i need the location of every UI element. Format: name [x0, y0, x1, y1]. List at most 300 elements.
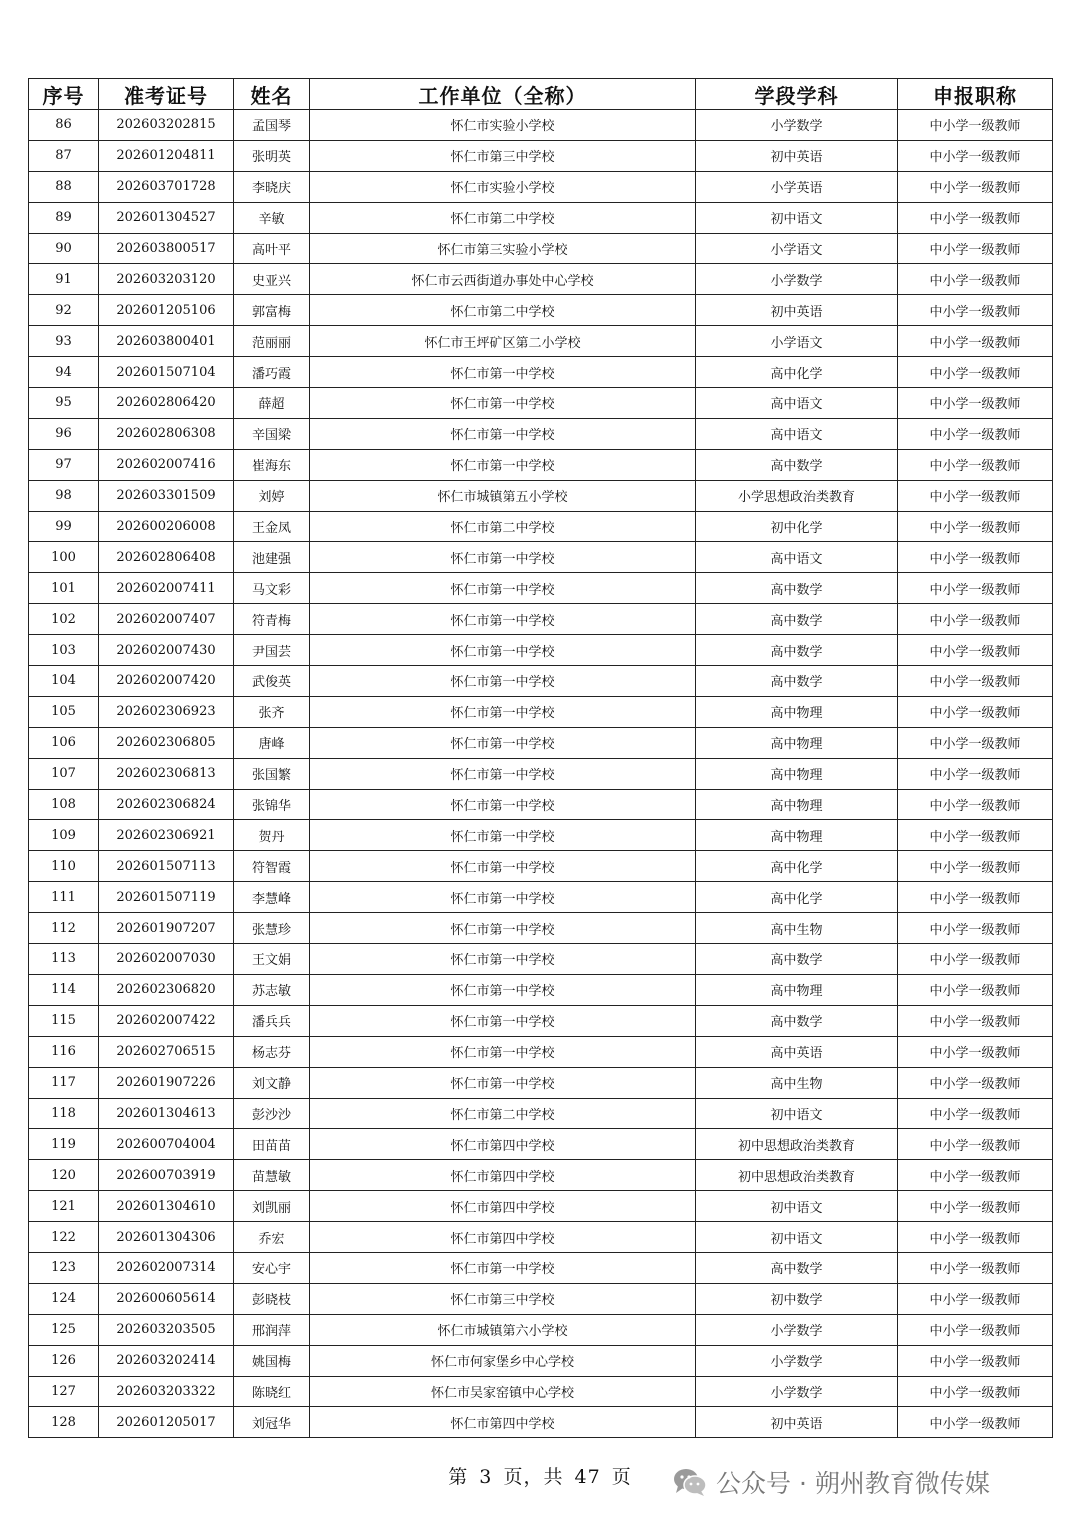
col-workplace-cell: 怀仁市王坪矿区第二小学校	[310, 326, 696, 357]
col-exam-id-cell: 202602306813	[99, 758, 234, 789]
table-row	[29, 110, 1053, 141]
col-title-cell: 中小学一级教师	[898, 418, 1053, 449]
col-title-cell: 中小学一级教师	[898, 974, 1053, 1005]
col-name-cell: 辛国梁	[234, 418, 310, 449]
col-title-cell: 中小学一级教师	[898, 1345, 1053, 1376]
col-name-cell: 彭沙沙	[234, 1098, 310, 1129]
col-workplace-cell: 怀仁市第一中学校	[310, 1252, 696, 1283]
col-name-cell: 张慧珍	[234, 913, 310, 944]
col-exam-id-cell: 202602007407	[99, 604, 234, 635]
col-workplace-cell: 怀仁市第一中学校	[310, 820, 696, 851]
col-exam-id-cell: 202602706515	[99, 1036, 234, 1067]
col-title-cell: 中小学一级教师	[898, 202, 1053, 233]
col-name-cell: 薛超	[234, 388, 310, 419]
col-workplace-cell: 怀仁市第二中学校	[310, 202, 696, 233]
col-title-cell: 中小学一级教师	[898, 1098, 1053, 1129]
footer-middle: 页，共	[503, 1466, 564, 1488]
col-exam-id-cell: 202602306923	[99, 696, 234, 727]
col-index-cell: 123	[29, 1252, 99, 1283]
col-title-cell: 中小学一级教师	[898, 1283, 1053, 1314]
col-name-cell: 尹国芸	[234, 635, 310, 666]
col-exam-id-cell: 202602306820	[99, 974, 234, 1005]
col-index-cell: 119	[29, 1129, 99, 1160]
footer-suffix: 页	[611, 1466, 632, 1488]
col-subject-cell: 高中物理	[696, 696, 898, 727]
table-body	[29, 110, 1053, 1438]
col-title-cell: 中小学一级教师	[898, 758, 1053, 789]
col-exam-id-cell: 202601204811	[99, 140, 234, 171]
col-name-cell: 刘婷	[234, 480, 310, 511]
col-name-cell: 安心宇	[234, 1252, 310, 1283]
col-name-cell: 刘文静	[234, 1067, 310, 1098]
col-name-cell: 刘凯丽	[234, 1191, 310, 1222]
col-subject-cell: 小学语文	[696, 233, 898, 264]
col-workplace-cell: 怀仁市何家堡乡中心学校	[310, 1345, 696, 1376]
col-title-cell: 中小学一级教师	[898, 851, 1053, 882]
table-row	[29, 851, 1053, 882]
col-exam-id-cell: 202602007314	[99, 1252, 234, 1283]
col-name-cell: 高叶平	[234, 233, 310, 264]
col-name-cell: 李晓庆	[234, 171, 310, 202]
col-title-cell: 中小学一级教师	[898, 542, 1053, 573]
col-exam-id-cell: 202600206008	[99, 511, 234, 542]
col-title-cell: 中小学一级教师	[898, 110, 1053, 141]
col-title-cell: 中小学一级教师	[898, 1376, 1053, 1407]
footer-total-pages: 47	[574, 1466, 601, 1488]
col-workplace-cell: 怀仁市第一中学校	[310, 1005, 696, 1036]
table-row	[29, 542, 1053, 573]
col-workplace-cell: 怀仁市第一中学校	[310, 758, 696, 789]
col-name-cell: 池建强	[234, 542, 310, 573]
col-name-cell: 张齐	[234, 696, 310, 727]
col-exam-id-cell: 202603301509	[99, 480, 234, 511]
col-workplace-cell: 怀仁市云西街道办事处中心学校	[310, 264, 696, 295]
col-workplace-cell: 怀仁市第一中学校	[310, 635, 696, 666]
col-exam-id-cell: 202601507104	[99, 357, 234, 388]
col-workplace-cell: 怀仁市第四中学校	[310, 1160, 696, 1191]
col-subject-cell: 高中生物	[696, 1067, 898, 1098]
col-workplace-cell: 怀仁市第四中学校	[310, 1191, 696, 1222]
col-subject-cell: 初中语文	[696, 1191, 898, 1222]
col-name-cell: 田苗苗	[234, 1129, 310, 1160]
col-subject-cell: 初中思想政治类教育	[696, 1129, 898, 1160]
col-name-cell: 陈晓红	[234, 1376, 310, 1407]
col-workplace-cell: 怀仁市第三中学校	[310, 140, 696, 171]
table-row	[29, 944, 1053, 975]
col-name-cell: 张国繁	[234, 758, 310, 789]
col-workplace-cell: 怀仁市第四中学校	[310, 1129, 696, 1160]
col-workplace-cell: 怀仁市第一中学校	[310, 882, 696, 913]
col-workplace-cell: 怀仁市第一中学校	[310, 449, 696, 480]
col-exam-id-cell: 202603202414	[99, 1345, 234, 1376]
col-name-cell: 辛敏	[234, 202, 310, 233]
table-row	[29, 727, 1053, 758]
col-subject-cell: 高中物理	[696, 789, 898, 820]
col-title-cell: 中小学一级教师	[898, 1067, 1053, 1098]
col-subject-cell: 高中生物	[696, 913, 898, 944]
header-col-index: 序号	[29, 79, 99, 110]
col-index-cell: 87	[29, 140, 99, 171]
table-row	[29, 171, 1053, 202]
col-title-cell: 中小学一级教师	[898, 233, 1053, 264]
col-subject-cell: 高中数学	[696, 666, 898, 697]
col-index-cell: 88	[29, 171, 99, 202]
col-name-cell: 苗慧敏	[234, 1160, 310, 1191]
col-title-cell: 中小学一级教师	[898, 388, 1053, 419]
table-row	[29, 357, 1053, 388]
table-row	[29, 1222, 1053, 1253]
col-subject-cell: 高中数学	[696, 635, 898, 666]
col-exam-id-cell: 202601205017	[99, 1407, 234, 1438]
col-workplace-cell: 怀仁市第二中学校	[310, 511, 696, 542]
col-exam-id-cell: 202600703919	[99, 1160, 234, 1191]
header-col-workplace: 工作单位（全称）	[310, 79, 696, 110]
col-exam-id-cell: 202602806408	[99, 542, 234, 573]
col-index-cell: 125	[29, 1314, 99, 1345]
col-name-cell: 王金凤	[234, 511, 310, 542]
table-header-row	[29, 79, 1053, 110]
col-index-cell: 98	[29, 480, 99, 511]
col-exam-id-cell: 202600704004	[99, 1129, 234, 1160]
col-name-cell: 彭晓枝	[234, 1283, 310, 1314]
col-title-cell: 中小学一级教师	[898, 264, 1053, 295]
col-name-cell: 刘冠华	[234, 1407, 310, 1438]
col-name-cell: 姚国梅	[234, 1345, 310, 1376]
col-exam-id-cell: 202601304527	[99, 202, 234, 233]
table-row	[29, 882, 1053, 913]
col-subject-cell: 高中物理	[696, 820, 898, 851]
col-subject-cell: 高中化学	[696, 851, 898, 882]
table-row	[29, 295, 1053, 326]
table-row	[29, 758, 1053, 789]
col-subject-cell: 高中数学	[696, 604, 898, 635]
col-workplace-cell: 怀仁市第一中学校	[310, 573, 696, 604]
col-title-cell: 中小学一级教师	[898, 1407, 1053, 1438]
table-row	[29, 1252, 1053, 1283]
col-workplace-cell: 怀仁市吴家窑镇中心学校	[310, 1376, 696, 1407]
col-name-cell: 张明英	[234, 140, 310, 171]
header-col-exam-id: 准考证号	[99, 79, 234, 110]
col-subject-cell: 高中语文	[696, 388, 898, 419]
col-exam-id-cell: 202602806308	[99, 418, 234, 449]
col-exam-id-cell: 202600605614	[99, 1283, 234, 1314]
col-index-cell: 118	[29, 1098, 99, 1129]
col-workplace-cell: 怀仁市第一中学校	[310, 1067, 696, 1098]
col-index-cell: 94	[29, 357, 99, 388]
col-title-cell: 中小学一级教师	[898, 449, 1053, 480]
table-row	[29, 511, 1053, 542]
col-name-cell: 邢润萍	[234, 1314, 310, 1345]
col-name-cell: 马文彩	[234, 573, 310, 604]
col-workplace-cell: 怀仁市城镇第六小学校	[310, 1314, 696, 1345]
table-row	[29, 974, 1053, 1005]
col-workplace-cell: 怀仁市实验小学校	[310, 171, 696, 202]
col-title-cell: 中小学一级教师	[898, 511, 1053, 542]
table-row	[29, 666, 1053, 697]
col-exam-id-cell: 202603203505	[99, 1314, 234, 1345]
table-row	[29, 789, 1053, 820]
col-exam-id-cell: 202602007422	[99, 1005, 234, 1036]
table-row	[29, 1345, 1053, 1376]
col-exam-id-cell: 202602306921	[99, 820, 234, 851]
col-index-cell: 104	[29, 666, 99, 697]
col-subject-cell: 高中数学	[696, 449, 898, 480]
table-row	[29, 388, 1053, 419]
col-subject-cell: 初中数学	[696, 1283, 898, 1314]
col-workplace-cell: 怀仁市第一中学校	[310, 851, 696, 882]
table-row	[29, 1407, 1053, 1438]
table-row	[29, 604, 1053, 635]
col-workplace-cell: 怀仁市第一中学校	[310, 418, 696, 449]
col-index-cell: 121	[29, 1191, 99, 1222]
col-index-cell: 106	[29, 727, 99, 758]
table-row	[29, 1098, 1053, 1129]
col-subject-cell: 高中语文	[696, 418, 898, 449]
col-subject-cell: 高中英语	[696, 1036, 898, 1067]
table-row	[29, 326, 1053, 357]
table-row	[29, 233, 1053, 264]
col-workplace-cell: 怀仁市第一中学校	[310, 666, 696, 697]
col-index-cell: 117	[29, 1067, 99, 1098]
col-index-cell: 109	[29, 820, 99, 851]
col-name-cell: 王文娟	[234, 944, 310, 975]
col-index-cell: 90	[29, 233, 99, 264]
table-row	[29, 480, 1053, 511]
col-title-cell: 中小学一级教师	[898, 326, 1053, 357]
table-row	[29, 202, 1053, 233]
col-subject-cell: 初中英语	[696, 1407, 898, 1438]
col-index-cell: 107	[29, 758, 99, 789]
col-name-cell: 李慧峰	[234, 882, 310, 913]
col-subject-cell: 初中语文	[696, 202, 898, 233]
col-exam-id-cell: 202603800401	[99, 326, 234, 357]
col-title-cell: 中小学一级教师	[898, 1191, 1053, 1222]
col-workplace-cell: 怀仁市第一中学校	[310, 542, 696, 573]
col-workplace-cell: 怀仁市第三中学校	[310, 1283, 696, 1314]
col-name-cell: 郭富梅	[234, 295, 310, 326]
col-index-cell: 112	[29, 913, 99, 944]
col-title-cell: 中小学一级教师	[898, 789, 1053, 820]
col-name-cell: 孟国琴	[234, 110, 310, 141]
table-row	[29, 1067, 1053, 1098]
col-index-cell: 126	[29, 1345, 99, 1376]
col-name-cell: 乔宏	[234, 1222, 310, 1253]
col-workplace-cell: 怀仁市实验小学校	[310, 110, 696, 141]
col-name-cell: 张锦华	[234, 789, 310, 820]
col-index-cell: 102	[29, 604, 99, 635]
col-index-cell: 127	[29, 1376, 99, 1407]
table-row	[29, 820, 1053, 851]
col-title-cell: 中小学一级教师	[898, 1036, 1053, 1067]
col-name-cell: 潘巧霞	[234, 357, 310, 388]
col-workplace-cell: 怀仁市城镇第五小学校	[310, 480, 696, 511]
col-workplace-cell: 怀仁市第一中学校	[310, 789, 696, 820]
table-row	[29, 913, 1053, 944]
col-subject-cell: 小学数学	[696, 264, 898, 295]
col-subject-cell: 高中数学	[696, 944, 898, 975]
table-row	[29, 573, 1053, 604]
header-col-subject: 学段学科	[696, 79, 898, 110]
table-row	[29, 1191, 1053, 1222]
table-row	[29, 264, 1053, 295]
col-title-cell: 中小学一级教师	[898, 1160, 1053, 1191]
col-workplace-cell: 怀仁市第一中学校	[310, 727, 696, 758]
col-workplace-cell: 怀仁市第一中学校	[310, 974, 696, 1005]
col-index-cell: 128	[29, 1407, 99, 1438]
col-title-cell: 中小学一级教师	[898, 480, 1053, 511]
col-subject-cell: 小学数学	[696, 1376, 898, 1407]
col-title-cell: 中小学一级教师	[898, 1005, 1053, 1036]
col-index-cell: 99	[29, 511, 99, 542]
col-exam-id-cell: 202603203322	[99, 1376, 234, 1407]
col-title-cell: 中小学一级教师	[898, 604, 1053, 635]
col-title-cell: 中小学一级教师	[898, 1314, 1053, 1345]
col-exam-id-cell: 202602007420	[99, 666, 234, 697]
col-index-cell: 91	[29, 264, 99, 295]
watermark-text: 公众号 · 朔州教育微传媒	[716, 1469, 990, 1498]
col-workplace-cell: 怀仁市第四中学校	[310, 1222, 696, 1253]
table-row	[29, 1160, 1053, 1191]
col-title-cell: 中小学一级教师	[898, 696, 1053, 727]
col-subject-cell: 初中化学	[696, 511, 898, 542]
col-exam-id-cell: 202601907226	[99, 1067, 234, 1098]
col-name-cell: 杨志芬	[234, 1036, 310, 1067]
col-exam-id-cell: 202602007411	[99, 573, 234, 604]
col-subject-cell: 高中化学	[696, 357, 898, 388]
col-index-cell: 122	[29, 1222, 99, 1253]
col-workplace-cell: 怀仁市第三实验小学校	[310, 233, 696, 264]
col-exam-id-cell: 202601507113	[99, 851, 234, 882]
col-name-cell: 贺丹	[234, 820, 310, 851]
col-exam-id-cell: 202603203120	[99, 264, 234, 295]
table-row	[29, 1129, 1053, 1160]
col-workplace-cell: 怀仁市第四中学校	[310, 1407, 696, 1438]
col-title-cell: 中小学一级教师	[898, 171, 1053, 202]
col-subject-cell: 高中数学	[696, 573, 898, 604]
col-exam-id-cell: 202602007430	[99, 635, 234, 666]
candidate-table	[28, 78, 1053, 1438]
col-subject-cell: 小学数学	[696, 110, 898, 141]
table-row	[29, 1376, 1053, 1407]
col-exam-id-cell: 202601304306	[99, 1222, 234, 1253]
table-row	[29, 140, 1053, 171]
col-exam-id-cell: 202601304610	[99, 1191, 234, 1222]
wechat-icon	[672, 1467, 708, 1497]
footer-prefix: 第	[448, 1466, 469, 1488]
col-title-cell: 中小学一级教师	[898, 727, 1053, 758]
col-workplace-cell: 怀仁市第一中学校	[310, 944, 696, 975]
table-row	[29, 449, 1053, 480]
col-title-cell: 中小学一级教师	[898, 944, 1053, 975]
col-index-cell: 111	[29, 882, 99, 913]
col-name-cell: 苏志敏	[234, 974, 310, 1005]
table-row	[29, 1283, 1053, 1314]
col-subject-cell: 小学英语	[696, 171, 898, 202]
col-workplace-cell: 怀仁市第一中学校	[310, 696, 696, 727]
col-workplace-cell: 怀仁市第二中学校	[310, 295, 696, 326]
col-name-cell: 符青梅	[234, 604, 310, 635]
col-subject-cell: 初中英语	[696, 295, 898, 326]
col-workplace-cell: 怀仁市第二中学校	[310, 1098, 696, 1129]
col-exam-id-cell: 202601907207	[99, 913, 234, 944]
col-workplace-cell: 怀仁市第一中学校	[310, 913, 696, 944]
col-subject-cell: 高中数学	[696, 1005, 898, 1036]
col-subject-cell: 高中化学	[696, 882, 898, 913]
col-index-cell: 89	[29, 202, 99, 233]
col-index-cell: 95	[29, 388, 99, 419]
col-index-cell: 114	[29, 974, 99, 1005]
col-name-cell: 潘兵兵	[234, 1005, 310, 1036]
col-subject-cell: 高中物理	[696, 727, 898, 758]
col-exam-id-cell: 202603800517	[99, 233, 234, 264]
col-subject-cell: 初中思想政治类教育	[696, 1160, 898, 1191]
col-index-cell: 113	[29, 944, 99, 975]
col-index-cell: 124	[29, 1283, 99, 1314]
col-title-cell: 中小学一级教师	[898, 1129, 1053, 1160]
table-row	[29, 696, 1053, 727]
table-row	[29, 1314, 1053, 1345]
col-workplace-cell: 怀仁市第一中学校	[310, 357, 696, 388]
col-title-cell: 中小学一级教师	[898, 882, 1053, 913]
col-index-cell: 86	[29, 110, 99, 141]
col-index-cell: 101	[29, 573, 99, 604]
col-exam-id-cell: 202602007416	[99, 449, 234, 480]
col-subject-cell: 初中英语	[696, 140, 898, 171]
col-title-cell: 中小学一级教师	[898, 1222, 1053, 1253]
col-name-cell: 崔海东	[234, 449, 310, 480]
col-name-cell: 武俊英	[234, 666, 310, 697]
col-index-cell: 97	[29, 449, 99, 480]
col-exam-id-cell: 202601507119	[99, 882, 234, 913]
watermark	[672, 1464, 990, 1500]
col-workplace-cell: 怀仁市第一中学校	[310, 604, 696, 635]
col-name-cell: 史亚兴	[234, 264, 310, 295]
col-exam-id-cell: 202602306824	[99, 789, 234, 820]
col-index-cell: 120	[29, 1160, 99, 1191]
table-row	[29, 1036, 1053, 1067]
col-name-cell: 唐峰	[234, 727, 310, 758]
col-subject-cell: 初中语文	[696, 1222, 898, 1253]
col-title-cell: 中小学一级教师	[898, 295, 1053, 326]
col-index-cell: 110	[29, 851, 99, 882]
col-name-cell: 范丽丽	[234, 326, 310, 357]
footer-page-number: 3	[479, 1466, 493, 1488]
col-index-cell: 100	[29, 542, 99, 573]
col-exam-id-cell: 202603202815	[99, 110, 234, 141]
col-name-cell: 符智霞	[234, 851, 310, 882]
col-exam-id-cell: 202601304613	[99, 1098, 234, 1129]
col-subject-cell: 高中物理	[696, 758, 898, 789]
col-subject-cell: 小学数学	[696, 1345, 898, 1376]
col-index-cell: 96	[29, 418, 99, 449]
col-title-cell: 中小学一级教师	[898, 1252, 1053, 1283]
col-index-cell: 103	[29, 635, 99, 666]
table-row	[29, 635, 1053, 666]
col-index-cell: 116	[29, 1036, 99, 1067]
col-exam-id-cell: 202601205106	[99, 295, 234, 326]
col-title-cell: 中小学一级教师	[898, 666, 1053, 697]
col-title-cell: 中小学一级教师	[898, 913, 1053, 944]
col-exam-id-cell: 202603701728	[99, 171, 234, 202]
col-exam-id-cell: 202602007030	[99, 944, 234, 975]
col-subject-cell: 小学数学	[696, 1314, 898, 1345]
col-workplace-cell: 怀仁市第一中学校	[310, 1036, 696, 1067]
col-index-cell: 108	[29, 789, 99, 820]
col-subject-cell: 高中语文	[696, 542, 898, 573]
col-exam-id-cell: 202602306805	[99, 727, 234, 758]
col-subject-cell: 高中物理	[696, 974, 898, 1005]
table-row	[29, 418, 1053, 449]
